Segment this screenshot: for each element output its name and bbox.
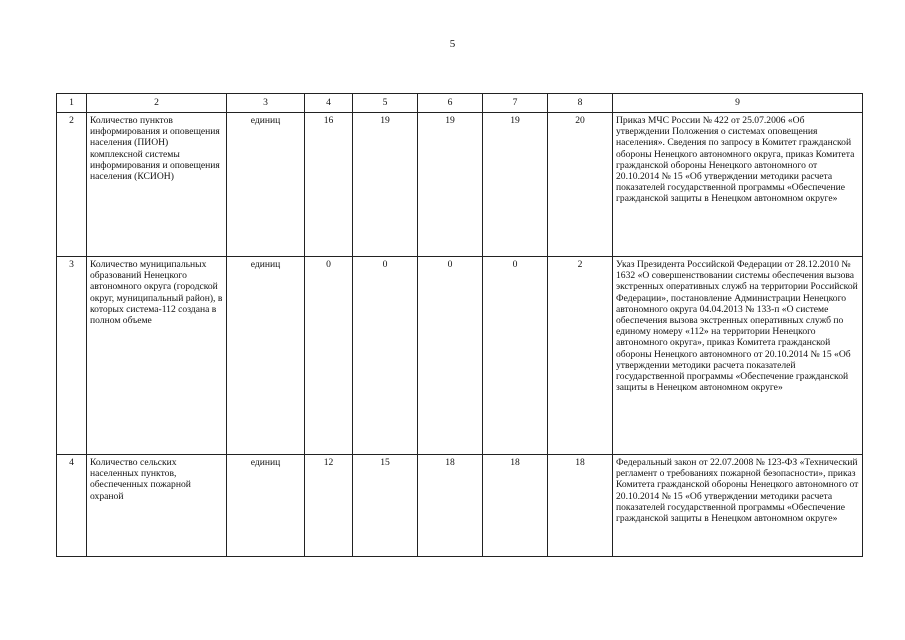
unit-cell: единиц bbox=[227, 257, 305, 455]
table-row bbox=[57, 257, 863, 455]
value-cell-col8: 20 bbox=[548, 113, 613, 257]
source-cell: Указ Президента Российской Федерации от 28.12.2010 № 1632 «О совершенствовании системы обеспечения вызова экстренных оперативных служб на территории Российской Федерации», постановление Администрации Ненецкого автономного округа 04.04.2013 № 133-п «О системе обеспечения вызова экстренных оперативных служб по единому номеру «112» на территории Ненецкого автономного округа», приказ Комитета гражданской обороны Ненецкого автономного от 20.10.2014 № 15 «Об утверждении методики расчета показателей государственной программы «Обеспечение гражданской защиты в Ненецком автономном округе» bbox=[613, 257, 863, 455]
value-cell-col7: 18 bbox=[483, 455, 548, 557]
value-cell-col5: 15 bbox=[353, 455, 418, 557]
header-cell-col5: 5 bbox=[353, 94, 418, 113]
value-cell-col5: 0 bbox=[353, 257, 418, 455]
page-number: 5 bbox=[449, 38, 456, 50]
indicators-table bbox=[56, 93, 863, 557]
header-cell-col4: 4 bbox=[305, 94, 353, 113]
table-row bbox=[57, 455, 863, 557]
value-cell-col6: 19 bbox=[418, 113, 483, 257]
indicator-name-cell: Количество сельских населенных пунктов, обеспеченных пожарной охраной bbox=[87, 455, 227, 557]
indicator-name-cell: Количество муниципальных образований Ненецкого автономного округа (городской округ, муниципальный район), в которых система-112 создана в полном объеме bbox=[87, 257, 227, 455]
header-cell-col2: 2 bbox=[87, 94, 227, 113]
value-cell-col5: 19 bbox=[353, 113, 418, 257]
value-cell-col6: 0 bbox=[418, 257, 483, 455]
row-number-cell: 4 bbox=[57, 455, 87, 557]
value-cell-col7: 0 bbox=[483, 257, 548, 455]
header-cell-col7: 7 bbox=[483, 94, 548, 113]
source-cell: Приказ МЧС России № 422 от 25.07.2006 «Об утверждении Положения о системах оповещения населения». Сведения по запросу в Комитет гражданской обороны Ненецкого автономного округа, приказ Комитета гражданской обороны Ненецкого автономного от 20.10.2014 № 15 «Об утверждении методики расчета показателей государственной программы «Обеспечение гражданской защиты в Ненецком автономном округе» bbox=[613, 113, 863, 257]
row-number-cell: 2 bbox=[57, 113, 87, 257]
value-cell-col6: 18 bbox=[418, 455, 483, 557]
unit-cell: единиц bbox=[227, 113, 305, 257]
table-header-row bbox=[57, 94, 863, 113]
header-cell-col6: 6 bbox=[418, 94, 483, 113]
indicator-name-cell: Количество пунктов информирования и оповещения населения (ПИОН) комплексной системы информирования и оповещения населения (КСИОН) bbox=[87, 113, 227, 257]
table-row bbox=[57, 113, 863, 257]
unit-cell: единиц bbox=[227, 455, 305, 557]
source-cell: Федеральный закон от 22.07.2008 № 123-ФЗ «Технический регламент о требованиях пожарной безопасности», приказ Комитета гражданской обороны Ненецкого автономного от 20.10.2014 № 15 «Об утверждении методики расчета показателей государственной программы «Обеспечение гражданской защиты в Ненецком автономном округе» bbox=[613, 455, 863, 557]
value-cell-col7: 19 bbox=[483, 113, 548, 257]
header-cell-col8: 8 bbox=[548, 94, 613, 113]
value-cell-col8: 18 bbox=[548, 455, 613, 557]
value-cell-col4: 0 bbox=[305, 257, 353, 455]
value-cell-col8: 2 bbox=[548, 257, 613, 455]
value-cell-col4: 12 bbox=[305, 455, 353, 557]
row-number-cell: 3 bbox=[57, 257, 87, 455]
value-cell-col4: 16 bbox=[305, 113, 353, 257]
header-cell-col3: 3 bbox=[227, 94, 305, 113]
header-cell-col9: 9 bbox=[613, 94, 863, 113]
header-cell-col1: 1 bbox=[57, 94, 87, 113]
